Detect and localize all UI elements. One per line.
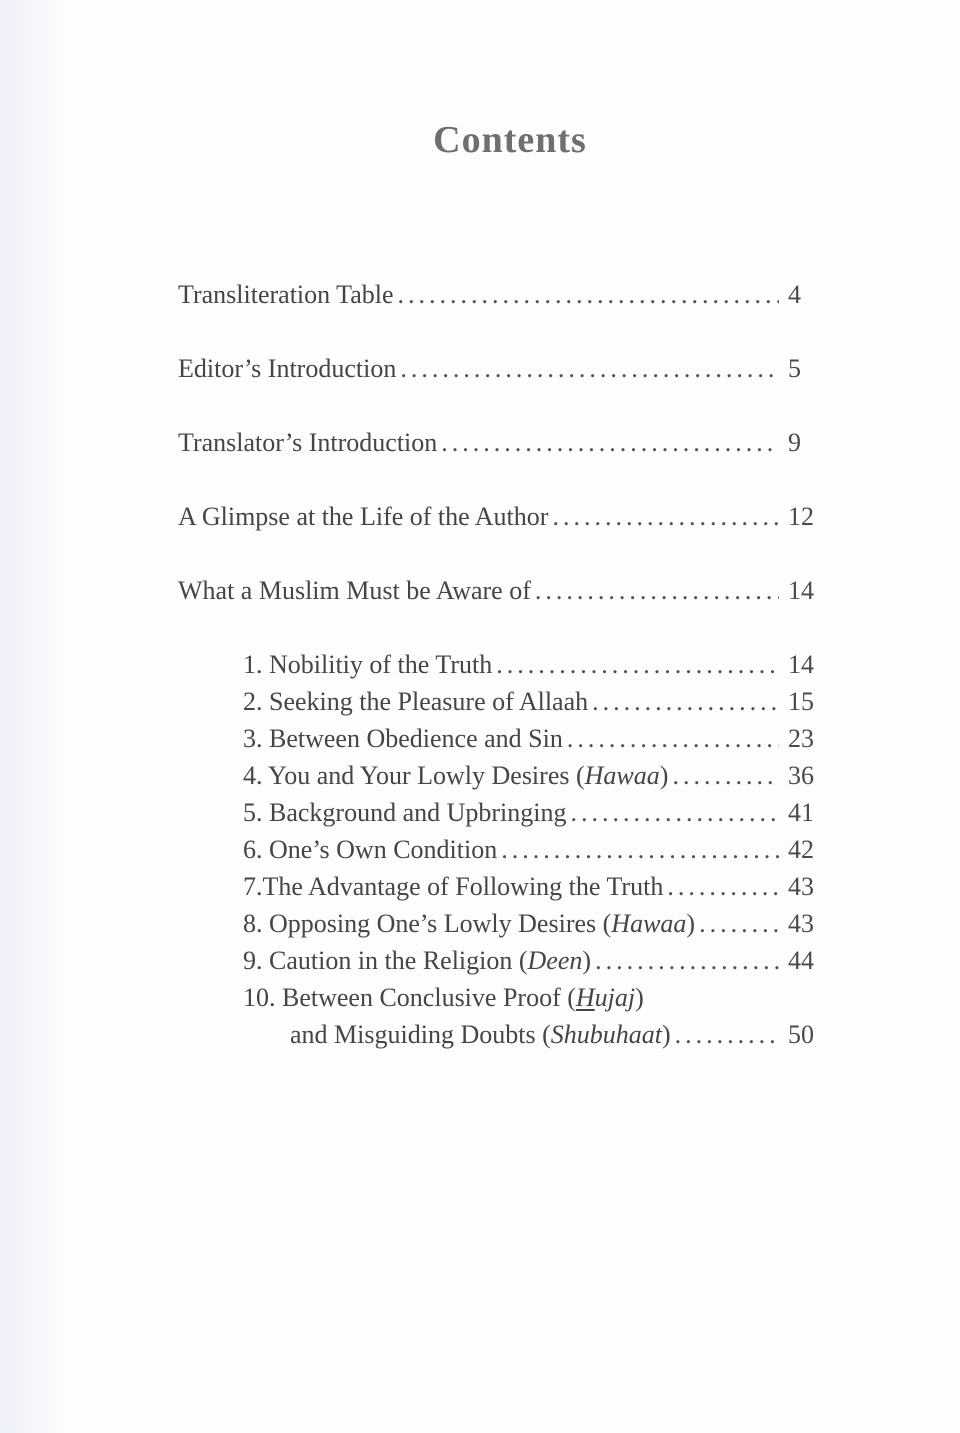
leader-dots	[548, 498, 779, 535]
leader-dots	[563, 720, 779, 757]
toc-entry	[243, 868, 818, 905]
leader-dots	[671, 1016, 779, 1053]
toc-entry-title: Translator’s Introduction	[178, 428, 438, 457]
toc-entry	[178, 498, 818, 535]
page-number: 23	[788, 724, 814, 753]
leader-dots	[663, 868, 779, 905]
page-number: 14	[788, 650, 814, 679]
toc-entry	[243, 646, 818, 683]
toc-entry-title: 3. Between Obedience and Sin	[243, 724, 563, 753]
toc-entry-title: 10. Between Conclusive Proof (Hujaj)	[243, 983, 644, 1012]
toc-entry	[178, 276, 818, 313]
toc-entry-title: 6. One’s Own Condition	[243, 835, 498, 864]
toc-entry	[178, 424, 818, 461]
toc-entry	[243, 979, 818, 1016]
page-number: 50	[788, 1020, 814, 1049]
toc-entry	[243, 794, 818, 831]
leader-dots	[588, 683, 779, 720]
leader-dots	[531, 572, 779, 609]
leader-dots	[497, 831, 779, 868]
toc-entry-title: 7.The Advantage of Following the Truth	[243, 872, 664, 901]
page-number: 4	[788, 280, 801, 309]
toc-entry	[243, 942, 818, 979]
page-number: 44	[788, 946, 814, 975]
toc-entry-title: Transliteration Table	[178, 280, 394, 309]
toc-entry-title: 5. Background and Upbringing	[243, 798, 567, 827]
toc-entry	[243, 831, 818, 868]
leader-dots	[437, 424, 779, 461]
toc-entry-title: 4. You and Your Lowly Desires (Hawaa)	[243, 761, 669, 790]
page-number: 43	[788, 909, 814, 938]
toc-entry	[178, 350, 818, 387]
page-edge-shading	[0, 0, 70, 1433]
leader-dots	[668, 757, 779, 794]
toc-entry	[290, 1016, 818, 1053]
page-number: 41	[788, 798, 814, 827]
toc-entry-title: 1. Nobilitiy of the Truth	[243, 650, 493, 679]
page-number: 15	[788, 687, 814, 716]
page-number: 42	[788, 835, 814, 864]
leader-dots	[567, 794, 779, 831]
toc-entry-title: A Glimpse at the Life of the Author	[178, 502, 549, 531]
toc-entry	[243, 905, 818, 942]
page-title: Contents	[433, 119, 587, 161]
leader-dots	[695, 905, 779, 942]
toc-entry	[243, 720, 818, 757]
leader-dots	[396, 350, 779, 387]
table-of-contents	[178, 276, 818, 1053]
page-number: 14	[788, 576, 814, 605]
page-number: 9	[788, 428, 801, 457]
leader-dots	[394, 276, 779, 313]
toc-entry	[243, 757, 818, 794]
toc-entry-title: and Misguiding Doubts (Shubuhaat)	[290, 1020, 671, 1049]
toc-entry-title: What a Muslim Must be Aware of	[178, 576, 531, 605]
leader-dots	[492, 646, 779, 683]
page-number: 5	[788, 354, 801, 383]
page-number: 12	[788, 502, 814, 531]
page-number: 36	[788, 761, 814, 790]
toc-entry-title: 9. Caution in the Religion (Deen)	[243, 946, 592, 975]
toc-entry	[178, 572, 818, 609]
leader-dots	[591, 942, 779, 979]
toc-entry-title: 2. Seeking the Pleasure of Allaah	[243, 687, 589, 716]
toc-entry	[243, 683, 818, 720]
page-number: 43	[788, 872, 814, 901]
toc-entry-title: Editor’s Introduction	[178, 354, 397, 383]
toc-entry-title: 8. Opposing One’s Lowly Desires (Hawaa)	[243, 909, 696, 938]
